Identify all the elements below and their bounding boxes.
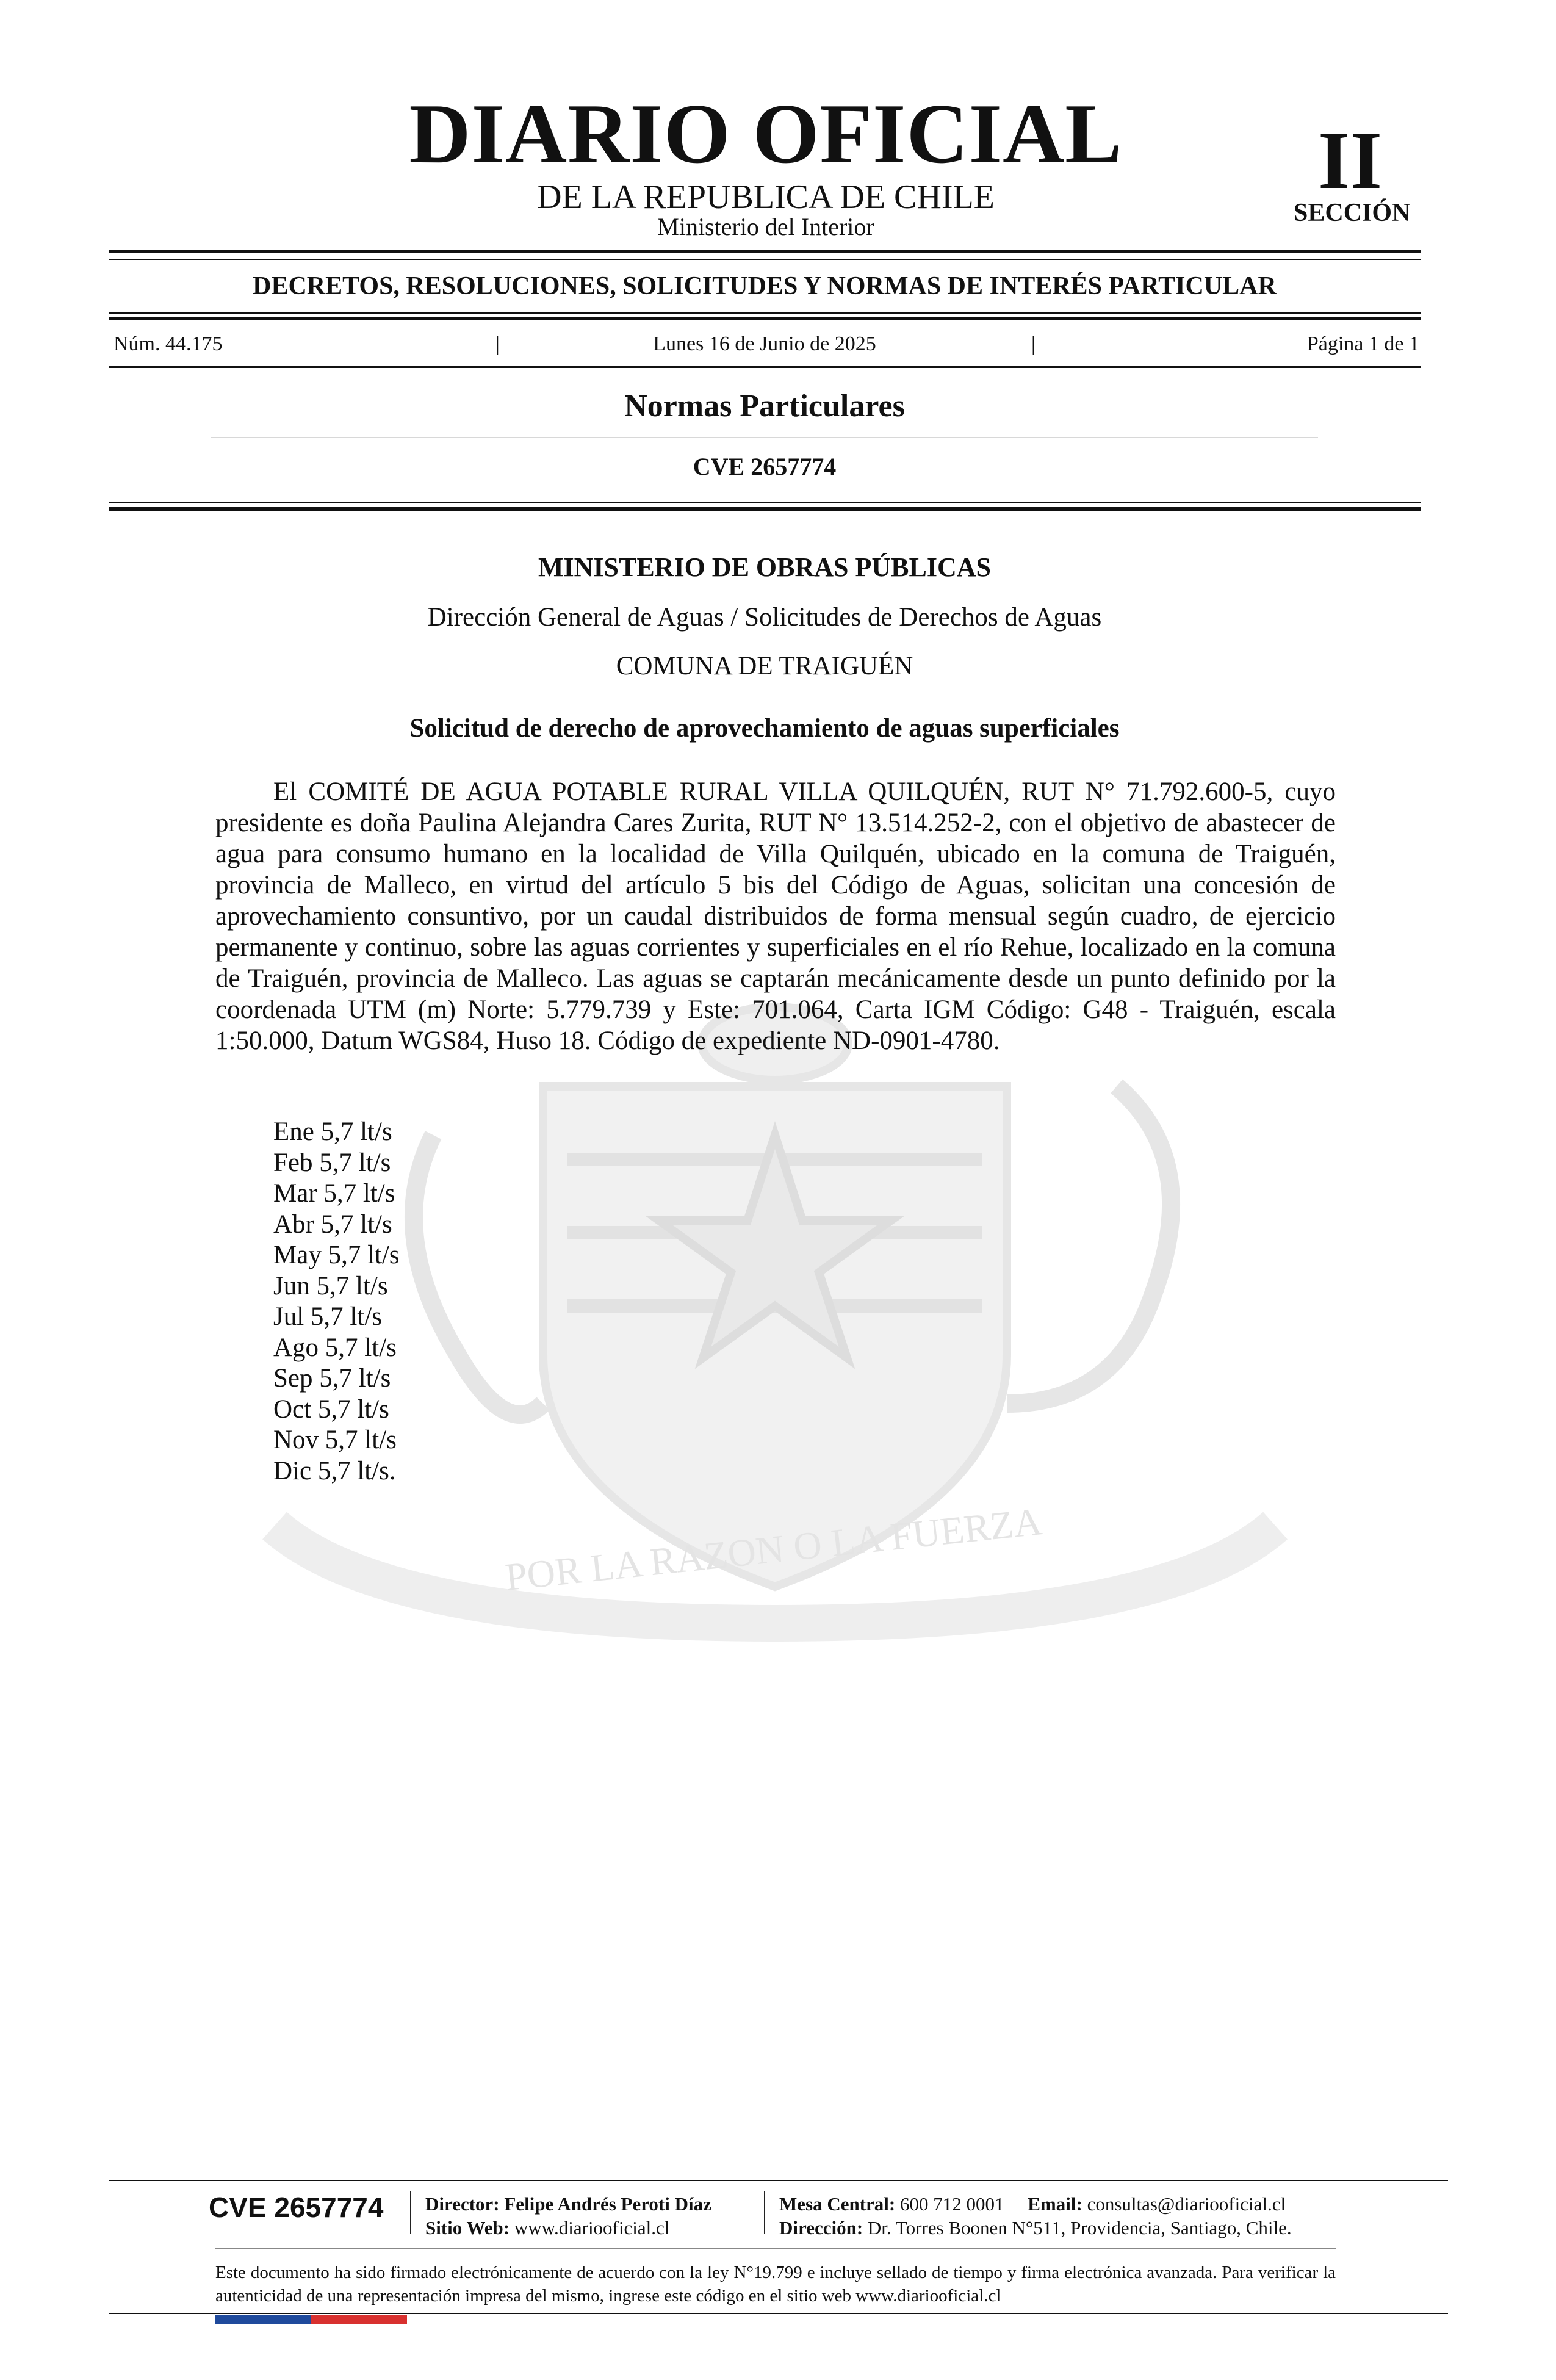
footer-cve-code: CVE 2657774 — [209, 2191, 384, 2223]
norm-divider — [211, 437, 1318, 438]
list-item: Jun 5,7 lt/s — [273, 1271, 388, 1300]
footer-rule-bottom — [109, 2313, 1448, 2314]
footer-signature-note: Este documento ha sido firmado electrónicamente de acuerdo con la ley N°19.799 e incluye sellado de tiempo y firma electrónica avanzada. Para verificar la autenticidad de una representación impresa del mismo, ingrese este código en el sitio web www.diariooficial.cl — [215, 2263, 1336, 2306]
issuing-department: Dirección General de Aguas / Solicitudes de Derechos de Aguas — [427, 603, 1102, 632]
phone-label: Mesa Central: — [779, 2193, 896, 2215]
masthead-title: DIARIO OFICIAL — [409, 87, 1123, 181]
monthly-flow-schedule — [273, 1117, 400, 1487]
email-label: Email: — [1028, 2193, 1082, 2215]
footer-website — [425, 2218, 669, 2237]
commune: COMUNA DE TRAIGUÉN — [616, 652, 913, 680]
list-item: Oct 5,7 lt/s — [273, 1394, 389, 1424]
website-value[interactable]: www.diariooficial.cl — [514, 2217, 670, 2238]
list-item: May 5,7 lt/s — [273, 1241, 400, 1269]
body-paragraph: El COMITÉ DE AGUA POTABLE RURAL VILLA QUILQUÉN, RUT N° 71.792.600-5, cuyo presidente es doña Paulina Alejandra Cares Zurita, RUT N° 13.514.252-2, con el objetivo de abastecer de agua para consumo humano en la localidad de Villa Quilquén, ubicado en la comuna de Traiguén, provincia de Malleco, en virtud del artículo 5 bis del Código de Aguas, solicitan una concesión de aprovechamiento consuntivo, por un caudal distribuidos de forma mensual según cuadro, de ejercicio permanente y continuo, sobre las aguas corrientes y superficiales en el río Rehue, localizado en la comuna de Traiguén, provincia de Malleco. Las aguas se captarán mecánicamente desde un punto definido por la coordenada UTM (m) Norte: 5.779.739 y Este: 701.064, Carta IGM Código: G48 - Traiguén, escala 1:50.000, Datum WGS84, Huso 18. Código de expediente ND-0901-4780. — [215, 777, 1336, 1055]
list-item: Ene 5,7 lt/s — [273, 1117, 392, 1146]
list-item: Sep 5,7 lt/s — [273, 1364, 391, 1393]
director-label: Director: — [425, 2193, 500, 2215]
phone-value: 600 712 0001 — [900, 2193, 1004, 2215]
email-value[interactable]: consultas@diariooficial.cl — [1087, 2193, 1286, 2215]
ministry-label: Ministerio del Interior — [657, 213, 874, 240]
content-rule-1 — [109, 502, 1421, 503]
issue-date: Lunes 16 de Junio de 2025 — [653, 333, 876, 355]
website-label: Sitio Web: — [425, 2217, 510, 2238]
flag-stripe-red — [311, 2315, 407, 2324]
footer-director — [425, 2194, 711, 2213]
list-item: Feb 5,7 lt/s — [273, 1148, 391, 1177]
section-label: SECCIÓN — [1294, 199, 1411, 227]
masthead-subtitle: DE LA REPUBLICA DE CHILE — [537, 178, 995, 216]
info-rule-top-2 — [109, 317, 1421, 320]
list-item: Ago 5,7 lt/s — [273, 1333, 397, 1362]
footer-rule-top — [109, 2180, 1448, 2181]
page-number: Página 1 de 1 — [1306, 333, 1419, 355]
director-value: Felipe Andrés Peroti Díaz — [504, 2193, 711, 2215]
footer-contact — [779, 2194, 1286, 2213]
list-item: Nov 5,7 lt/s — [273, 1426, 397, 1454]
footer-separator — [764, 2191, 765, 2234]
info-rule-bottom — [109, 366, 1421, 368]
header-rule-thin — [109, 259, 1421, 260]
list-item: Mar 5,7 lt/s — [273, 1179, 395, 1208]
address-label: Dirección: — [779, 2217, 863, 2238]
list-item: Dic 5,7 lt/s. — [273, 1456, 396, 1485]
watermark-motto: POR LA RAZON O LA FUERZA — [503, 1499, 1044, 1599]
section-title: DECRETOS, RESOLUCIONES, SOLICITUDES Y NORMAS DE INTERÉS PARTICULAR — [253, 272, 1277, 300]
header-rule-thick — [109, 250, 1421, 253]
content-rule-2 — [109, 507, 1421, 511]
info-separator: | — [1031, 333, 1036, 355]
document-title: Solicitud de derecho de aprovechamiento de aguas superficiales — [409, 714, 1120, 743]
info-separator: | — [495, 333, 500, 355]
footer-divider — [215, 2248, 1336, 2249]
footer-address — [779, 2218, 1292, 2237]
info-rule-top-1 — [109, 312, 1421, 314]
norm-title: Normas Particulares — [624, 389, 905, 424]
footer-separator — [410, 2191, 411, 2234]
issuing-organization: MINISTERIO DE OBRAS PÚBLICAS — [538, 552, 992, 582]
flag-stripe-blue — [215, 2315, 311, 2324]
section-roman-numeral: II — [1318, 115, 1383, 206]
list-item: Jul 5,7 lt/s — [273, 1302, 383, 1331]
cve-code: CVE 2657774 — [693, 453, 837, 480]
list-item: Abr 5,7 lt/s — [273, 1210, 392, 1239]
address-value: Dr. Torres Boonen N°511, Providencia, Santiago, Chile. — [867, 2217, 1292, 2238]
issue-number: Núm. 44.175 — [113, 333, 223, 355]
